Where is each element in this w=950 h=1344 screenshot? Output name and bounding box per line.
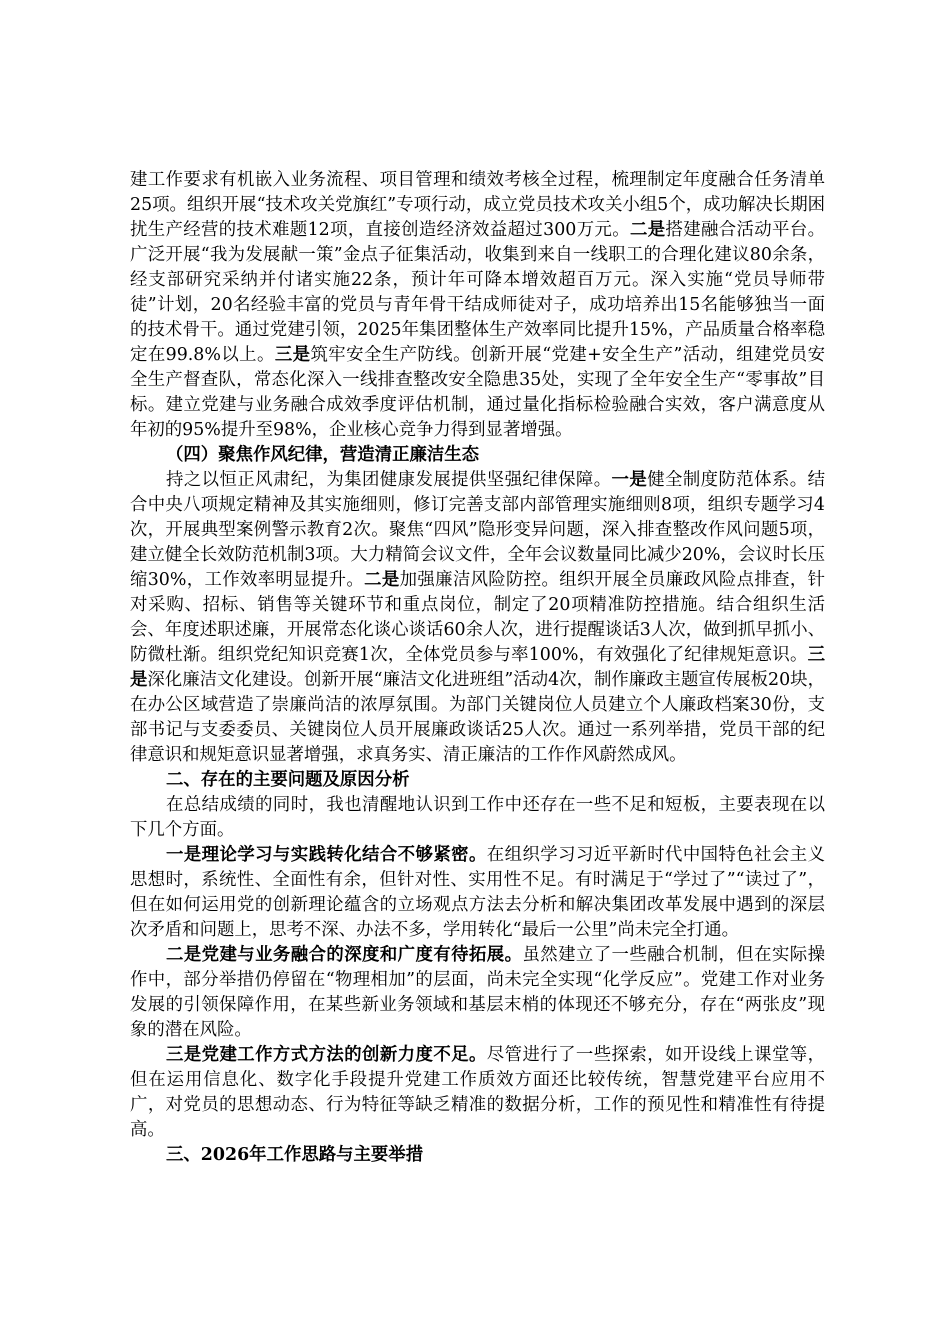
text-run: 建工作要求有机嵌入业务流程、项目管理和绩效考核全过程，梳理制定年度融合任务清单25项。组织开展“技术攻关党旗红”专项行动，成立党员技术攻关小组5个，成功解决长期困扰生产经营的技术难题12项，直接创造经济效益超过300万元。 <box>130 170 825 240</box>
text-run: 健全制度防范体系。结合中央八项规定精神及其实施细则，修订完善支部内部管理实施细则8项，组织专题学习4次，开展典型案例警示教育2次。聚焦“四风”隐形变异问题，深入排查整改作风问题5项，建立健全长效防范机制3项。大力精简会议文件，全年会议数量同比减少20%，会议时长压缩30%，工作效率明显提升。 <box>130 470 825 590</box>
paragraph-issue-2 <box>130 943 825 1043</box>
text-run: 持之以恒正风肃纪，为集团健康发展提供坚强纪律保障。 <box>166 470 612 490</box>
paragraph-discipline <box>130 468 825 768</box>
emphasis-label: 三是 <box>130 645 825 690</box>
emphasis-label: 二是 <box>630 220 666 240</box>
paragraph-issue-3 <box>130 1043 825 1143</box>
section-heading-4: （四）聚焦作风纪律，营造清正廉洁生态 <box>166 445 480 465</box>
paragraph-integration <box>130 168 825 443</box>
emphasis-label: 一是 <box>611 470 648 490</box>
section-heading-3: 三、2026年工作思路与主要举措 <box>166 1145 424 1165</box>
text-run: 在组织学习习近平新时代中国特色社会主义思想时，系统性、全面性有余，但针对性、实用性不足。有时满足于“学过了”“读过了”，但在如何运用党的创新理论蕴含的立场观点方法去分析和解决集团改革发展中遇到的深层次矛盾和问题上，思考不深、办法不多，学用转化“最后一公里”尚未完全打通。 <box>130 845 825 940</box>
text-run: 加强廉洁风险防控。组织开展全员廉政风险点排查，针对采购、招标、销售等关键环节和重点岗位，制定了20项精准防控措施。结合组织生活会、年度述职述廉，开展常态化谈心谈话60余人次，进行提醒谈话3人次，做到抓早抓小、防微杜渐。组织党纪知识竞赛1次，全体党员参与率100%，有效强化了纪律规矩意识。 <box>130 570 825 665</box>
text-run: 深化廉洁文化建设。创新开展“廉洁文化进班组”活动4次，制作廉政主题宣传展板20块，在办公区域营造了崇廉尚洁的浓厚氛围。为部门关键岗位人员建立个人廉政档案30份，支部书记与支委委员、关键岗位人员开展廉政谈话25人次。通过一系列举措，党员干部的纪律意识和规矩意识显著增强，求真务实、清正廉洁的工作作风蔚然成风。 <box>130 670 825 765</box>
issue-title: 一是理论学习与实践转化结合不够紧密。 <box>166 845 487 865</box>
emphasis-label: 三是 <box>274 345 311 365</box>
document-page <box>130 168 825 1168</box>
text-run: 虽然建立了一些融合机制，但在实际操作中，部分举措仍停留在“物理相加”的层面，尚未完全实现“化学反应”。党建工作对业务发展的引领保障作用，在某些新业务领域和基层末梢的体现还不够充分，存在“两张皮”现象的潜在风险。 <box>130 945 825 1040</box>
text-run: 搭建融合活动平台。广泛开展“我为发展献一策”金点子征集活动，收集到来自一线职工的合理化建议80余条，经支部研究采纳并付诸实施22条，预计年可降本增效超百万元。深入实施“党员导师带徒”计划，20名经验丰富的党员与青年骨干结成师徒对子，成功培养出15名能够独当一面的技术骨干。通过党建引领，2025年集团整体生产效率同比提升15%，产品质量合格率稳定在99.8%以上。 <box>130 220 825 365</box>
text-run: 筑牢安全生产防线。创新开展“党建+安全生产”活动，组建党员安全生产督查队，常态化深入一线排查整改安全隐患35处，实现了全年安全生产“零事故”目标。建立党建与业务融合成效季度评估机制，通过量化指标检验融合实效，客户满意度从年初的95%提升至98%，企业核心竞争力得到显著增强。 <box>130 345 825 440</box>
paragraph-problems-intro: 在总结成绩的同时，我也清醒地认识到工作中还存在一些不足和短板，主要表现在以下几个方面。 <box>130 795 825 840</box>
issue-title: 二是党建与业务融合的深度和广度有待拓展。 <box>166 945 523 965</box>
text-run: 尽管进行了一些探索，如开设线上课堂等，但在运用信息化、数字化手段提升党建工作质效方面还比较传统，智慧党建平台应用不广，对党员的思想动态、行为特征等缺乏精准的数据分析，工作的预见性和精准性有待提高。 <box>130 1045 825 1140</box>
emphasis-label: 二是 <box>364 570 400 590</box>
section-heading-2: 二、存在的主要问题及原因分析 <box>166 770 410 790</box>
issue-title: 三是党建工作方式方法的创新力度不足。 <box>166 1045 487 1065</box>
paragraph-issue-1 <box>130 843 825 943</box>
